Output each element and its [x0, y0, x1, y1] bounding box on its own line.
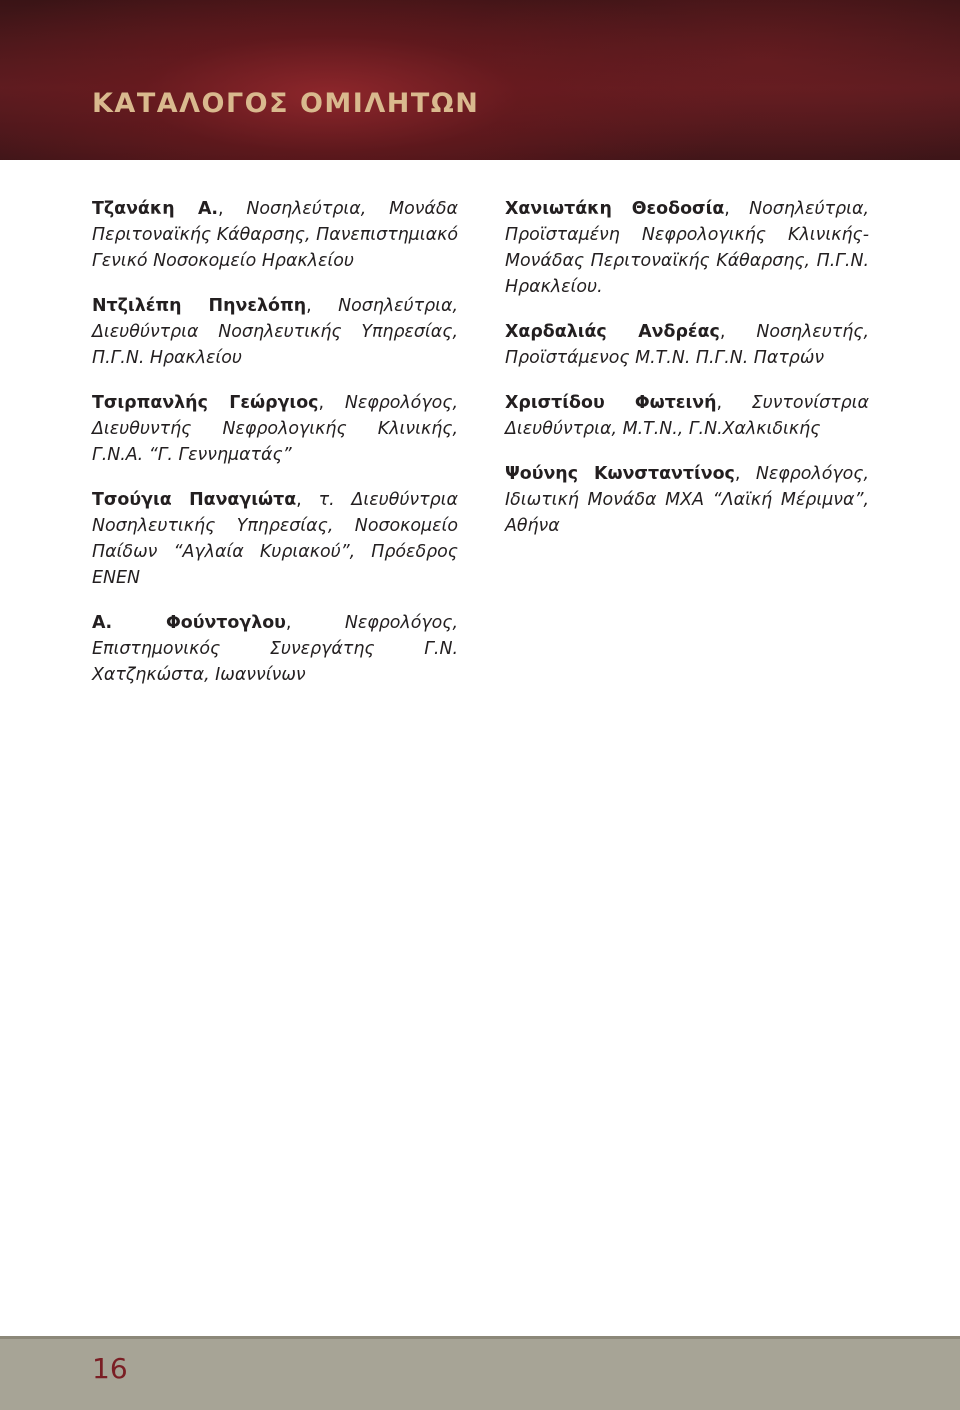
speaker-entry [92, 487, 458, 591]
speaker-description: Νεφρολόγος, Ιδιωτική Μονάδα ΜΧΑ “Λαϊκή Μέριμνα”, Αθήνα [505, 464, 870, 536]
speaker-separator: , [716, 393, 752, 413]
speaker-separator: , [306, 296, 339, 316]
speaker-entry [92, 390, 458, 468]
speakers-left-column [92, 196, 458, 707]
speaker-description: Συντονίστρια Διευθύντρια, Μ.Τ.Ν., Γ.Ν.Χαλκιδικής [505, 393, 869, 439]
speaker-description: Νοσηλευτής, Προϊστάμενος Μ.Τ.Ν. Π.Γ.Ν. Πατρών [505, 322, 869, 368]
speaker-description: τ. Διευθύντρια Νοσηλευτικής Υπηρεσίας, Νοσοκομείο Παίδων “Αγλαία Κυριακού”, Πρόεδρος ΕΝΕΝ [92, 490, 458, 588]
speaker-description: Νοσηλεύτρια, Προϊσταμένη Νεφρολογικής Κλινικής- Μονάδας Περιτοναϊκής Κάθαρσης, Π.Γ.Ν. Ηρακλείου. [505, 199, 869, 297]
speaker-entry [92, 293, 458, 371]
speaker-entry [92, 196, 458, 274]
speaker-name: Χαρδαλιάς Ανδρέας [505, 322, 720, 342]
speaker-separator: , [734, 464, 756, 484]
speaker-name: Ψούνης Κωνσταντίνος [505, 464, 735, 484]
speaker-name: Τσούγια Παναγιώτα [92, 490, 297, 510]
speaker-separator: , [285, 613, 345, 633]
speaker-separator: , [318, 393, 345, 413]
footer-divider [0, 1336, 960, 1339]
speaker-name: Τσιρπανλής Γεώργιος [92, 393, 319, 413]
speaker-name: Τζανάκη Α. [92, 199, 219, 219]
speaker-name: Α. Φούντογλου [92, 613, 286, 633]
footer-band [0, 1336, 960, 1410]
speaker-description: Νεφρολόγος, Διευθυντής Νεφρολογικής Κλινικής, Γ.Ν.Α. “Γ. Γεννηματάς” [92, 393, 458, 465]
speaker-separator: , [724, 199, 750, 219]
speaker-entry [92, 610, 458, 688]
speakers-right-column [505, 196, 869, 558]
speaker-description: Νεφρολόγος, Επιστημονικός Συνεργάτης Γ.Ν. Χατζηκώστα, Ιωαννίνων [92, 613, 459, 685]
speaker-description: Νοσηλεύτρια, Διευθύντρια Νοσηλευτικής Υπηρεσίας, Π.Γ.Ν. Ηρακλείου [92, 296, 458, 368]
speaker-separator: , [719, 322, 757, 342]
speaker-separator: , [296, 490, 319, 510]
page-number: 16 [92, 1352, 128, 1385]
speaker-description: Νοσηλεύτρια, Μονάδα Περιτοναϊκής Κάθαρσης, Πανεπιστημιακό Γενικό Νοσοκομείο Ηρακλείου [92, 199, 458, 271]
speaker-entry [505, 319, 869, 371]
header-banner [0, 0, 960, 160]
speaker-entry [505, 461, 869, 539]
page-title: ΚΑΤΑΛΟΓΟΣ ΟΜΙΛΗΤΩΝ [92, 88, 480, 119]
speaker-name: Ντζιλέπη Πηνελόπη [92, 296, 307, 316]
speaker-entry [505, 196, 869, 300]
speaker-name: Χανιωτάκη Θεοδοσία [505, 199, 725, 219]
speaker-name: Χριστίδου Φωτεινή [505, 393, 717, 413]
speaker-separator: , [218, 199, 247, 219]
speaker-entry [505, 390, 869, 442]
